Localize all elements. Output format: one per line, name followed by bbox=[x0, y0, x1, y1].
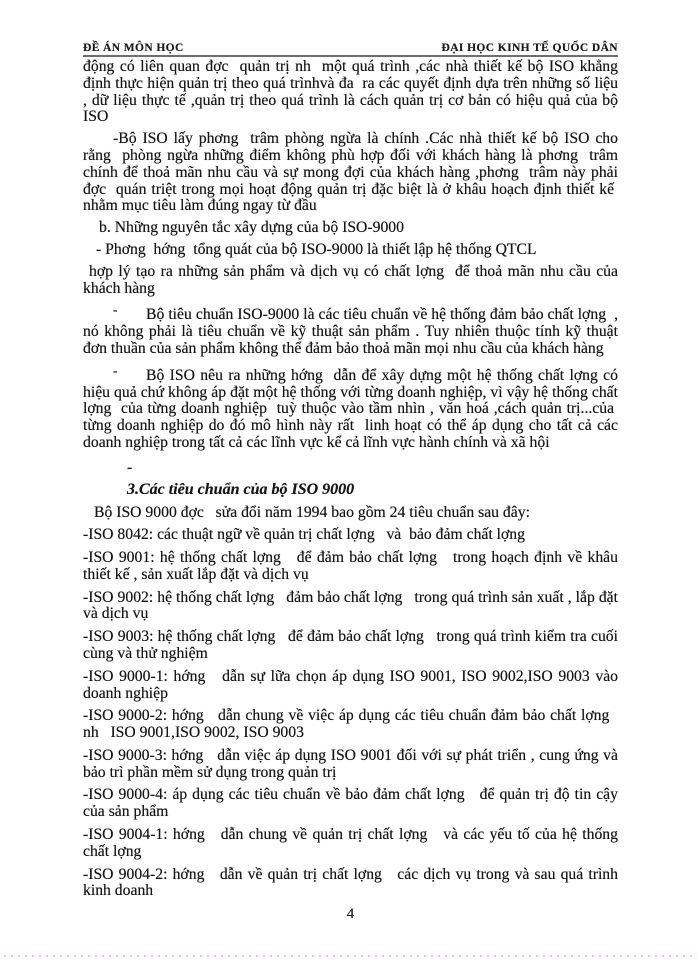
paragraph-1994-revision: Bộ ISO 9000 đợc sửa đổi năm 1994 bao gồm 24 tiêu chuẩn sau đây: bbox=[94, 504, 530, 522]
subheading-principles: b. Những nguyên tắc xây dựng của bộ ISO-9000 bbox=[99, 219, 404, 237]
superscript-dash-bullet: - bbox=[113, 302, 118, 318]
header-right-title: ĐẠI HỌC KINH TẾ QUỐC DÂN bbox=[441, 42, 618, 54]
iso-standard-item-9004-1: -ISO 9004-1: hớng dẫn chung về quản trị chất lợng và các yếu tố của hệ thống chất lợng bbox=[83, 826, 618, 860]
page-header bbox=[83, 42, 618, 57]
iso-standard-item-9000-1: -ISO 9000-1: hớng dẫn sự lữa chọn áp dụng ISO 9001, ISO 9002,ISO 9003 vào doanh nghiệp bbox=[83, 667, 618, 702]
iso-standard-item-9004-2: -ISO 9004-2: hớng dẫn về quản trị chất lợng các dịch vụ trong và sau quá trình kinh doanh bbox=[83, 865, 618, 900]
page-number: 4 bbox=[346, 906, 355, 923]
section-heading-iso-standards: 3.Các tiêu chuẩn của bộ ISO 9000 bbox=[127, 480, 355, 498]
paragraph-standards-nature bbox=[83, 302, 618, 357]
iso-standard-item-9002: -ISO 9002: hệ thống chất lợng đảm bảo chất lợng trong quá trình sản xuất , lắp đặt và dịch vụ bbox=[83, 588, 618, 623]
iso-standard-item-9003: -ISO 9003: hệ thống chất lợng để đảm bảo chất lợng trong quá trình kiểm tra cuối cùng và thử nghiệm bbox=[83, 628, 618, 662]
dash-line: - bbox=[127, 458, 133, 476]
iso-standard-item-9001: -ISO 9001: hệ thống chất lợng để đảm bảo chất lợng trong hoạch định về khâu thiết kế , sản xuất lắp đặt và dịch vụ bbox=[83, 548, 618, 583]
paragraph-qtcl-direction: - Phơng hớng tổng quát của bộ ISO-9000 là thiết lập hệ thống QTCL bbox=[96, 240, 537, 258]
paragraph-continued: động có liên quan đợc quản trị nh một quá trình ,các nhà thiết kế bộ ISO khẳng định thực hiện quản trị theo quá trìnhvà đa ra các quyết định dựa trên những số liệu , dữ liệu thực tế ,quản trị theo quá trình là cách quản trị cơ bản có hiệu quả của bộ ISO bbox=[83, 58, 618, 126]
superscript-dash-bullet: - bbox=[113, 362, 118, 378]
paragraph-qtcl-direction-cont: hợp lý tạo ra những sản phẩm và dịch vụ có chất lợng để thoả mãn nhu cầu của khách hàng bbox=[83, 262, 618, 297]
document-body bbox=[83, 59, 618, 923]
paragraph-guidelines-flexibility bbox=[83, 363, 618, 452]
paragraph-text: Bộ ISO nêu ra những hớng dẫn để xây dựng một hệ thống chất lợng có hiệu quả chứ không áp đặt một hệ thống với từng doanh nghiệp, vì vậy hệ thống chất lợng của từng doanh nghiệp tuỳ thuộc vào tầm nhìn , văn hoá ,cách quản trị...của từng doanh nghiệp do đó mô hình này rất linh hoạt có thể áp dụng cho tất cả các doanh nghiệp trong tất cả các lĩnh vực kể cả lĩnh vực hành chính và xã hội bbox=[83, 366, 618, 451]
header-left-title: ĐỀ ÁN MÔN HỌC bbox=[83, 42, 184, 54]
paragraph-text: Bộ tiêu chuẩn ISO-9000 là các tiêu chuẩn về hệ thống đảm bảo chất lợng , nó không phải là tiêu chuẩn về kỹ thuật sản phẩm . Tuy nhiên thuộc tính kỹ thuật đơn thuần của sản phẩm không thể đảm bảo thoả mãn mọi nhu cầu của khách hàng bbox=[83, 306, 618, 357]
iso-standard-item-9000-4: -ISO 9000-4: áp dụng các tiêu chuẩn về bảo đảm chất lợng để quản trị độ tin cậy của sản phẩm bbox=[83, 786, 618, 821]
paragraph-iso-prevention: -Bộ ISO lấy phơng trâm phòng ngừa là chính .Các nhà thiết kế bộ ISO cho rằng phòng ngừa những điểm không phù hợp đối với khách hàng là phơng trâm chính để thoả mãn nhu cầu và sự mong đợi của khách hàng ,phơng trâm này phải đợc quán triệt trong mọi hoạt động quản trị đặc biệt là ở khâu hoạch định thiết kế nhằm mục tiêu làm đúng ngay từ đầu bbox=[83, 130, 618, 215]
iso-standard-item-8042: -ISO 8042: các thuật ngữ về quản trị chất lợng và bảo đảm chất lợng bbox=[83, 526, 525, 544]
iso-standard-item-9000-3: -ISO 9000-3: hớng dẫn việc áp dụng ISO 9001 đối với sự phát triển , cung ứng và bảo trì phần mềm sử dụng trong quản trị bbox=[83, 746, 618, 781]
page-break-line bbox=[4, 955, 696, 957]
iso-standard-item-9000-2: -ISO 9000-2: hớng dẫn chung về việc áp dụng các tiêu chuẩn đảm bảo chất lợng nh ISO 9001,ISO 9002, ISO 9003 bbox=[83, 707, 618, 742]
